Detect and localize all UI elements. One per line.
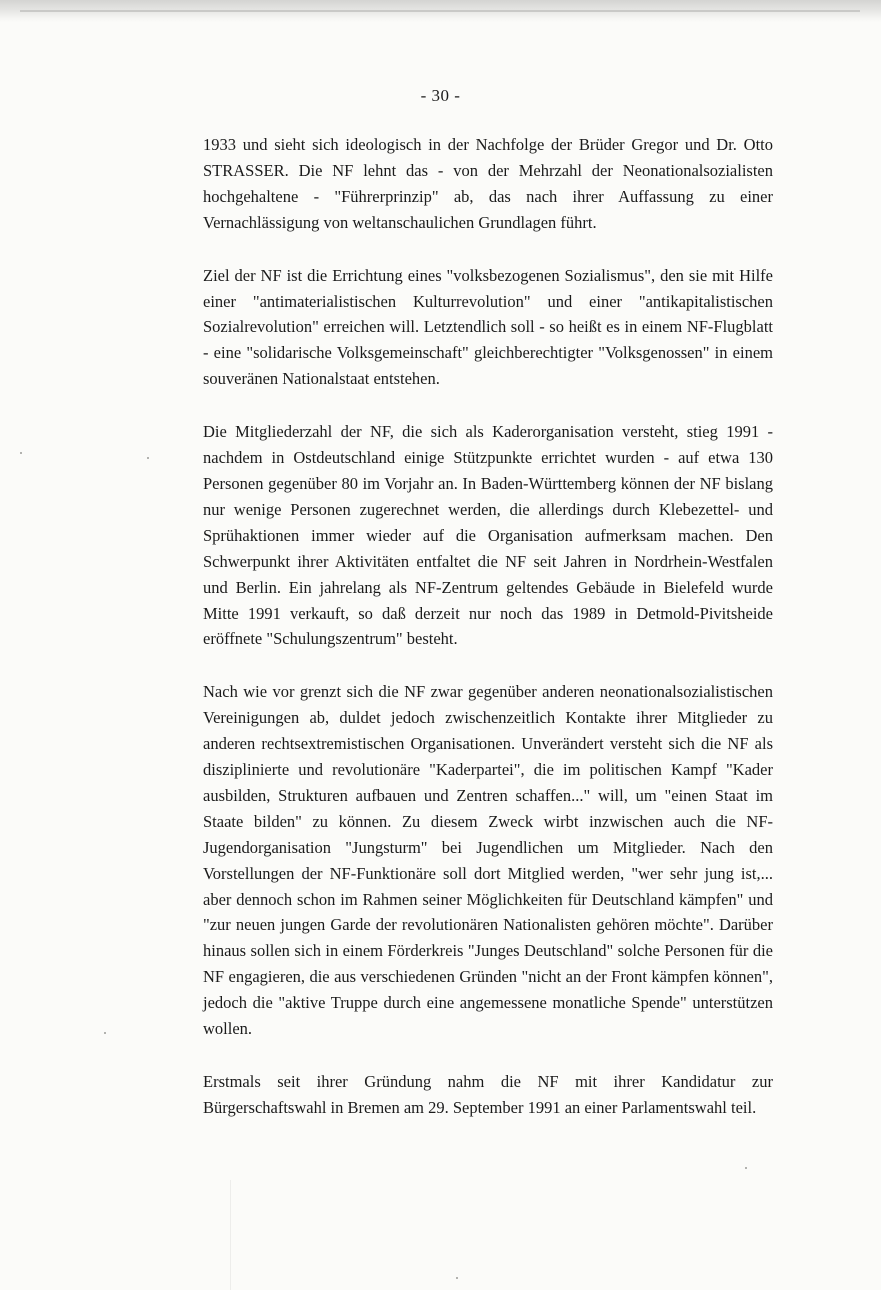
scan-speck <box>104 1032 106 1034</box>
page-number: - 30 - <box>420 86 461 105</box>
document-body <box>203 132 773 1148</box>
paragraph-cadre-party: Nach wie vor grenzt sich die NF zwar gegenüber anderen neonationalsozialistischen Vereinigungen ab, duldet jedoch zwischenzeitlich Kontakte ihrer Mitglieder zu anderen rechtsextremistischen Organisationen. Unverändert versteht sich die NF als disziplinierte und revolutionäre "Kaderpartei", die im politischen Kampf "Kader ausbilden, Strukturen aufbauen und Zentren schaffen..." will, um "einen Staat im Staate bilden" zu können. Zu diesem Zweck wirbt inzwischen auch die NF-Jugendorganisation "Jungsturm" bei Jugendlichen um Mitglieder. Nach den Vorstellungen der NF-Funktionäre soll dort Mitglied werden, "wer sehr jung ist,... aber dennoch schon im Rahmen seiner Möglichkeiten für Deutschland kämpfen" und "zur neuen jungen Garde der revolutionären Nationalisten gehören möchte". Darüber hinaus sollen sich in einem Förderkreis "Junges Deutschland" solche Personen für die NF engagieren, die aus verschiedenen Gründen "nicht an der Front kämpfen können", jedoch die "aktive Truppe durch eine angemessene monatliche Spende" unterstützen wollen. <box>203 682 773 1039</box>
scan-speck <box>147 457 149 459</box>
paragraph-continuation: 1933 und sieht sich ideologisch in der Nachfolge der Brüder Gregor und Dr. Otto STRASSER. Die NF lehnt das - von der Mehrzahl der Neonationalsozialisten hochgehaltene - "Führerprinzip" ab, das nach ihrer Auffassung zu einer Vernachlässigung von weltanschaulichen Grundlagen führt. <box>203 135 773 232</box>
paragraph-goal: Ziel der NF ist die Errichtung eines "volksbezogenen Sozialismus", den sie mit Hilfe einer "antimaterialistischen Kulturrevolution" und einer "antikapitalistischen Sozialrevolution" erreichen will. Letztendlich soll - so heißt es in einem NF-Flugblatt - eine "solidarische Volksgemeinschaft" gleichberechtigter "Volksgenossen" in einem souveränen Nationalstaat entstehen. <box>203 265 773 389</box>
paragraph-election: Erstmals seit ihrer Gründung nahm die NF mit ihrer Kandidatur zur Bürgerschaftswahl in Bremen am 29. September 1991 an einer Parlamentswahl teil. <box>203 1072 773 1117</box>
scan-fold-line <box>230 1180 231 1290</box>
scan-speck <box>20 452 22 454</box>
paragraph-membership: Die Mitgliederzahl der NF, die sich als Kaderorganisation versteht, stieg 1991 - nachdem in Ostdeutschland einige Stützpunkte errichtet wurden - auf etwa 130 Personen gegenüber 80 im Vorjahr an. In Baden-Württemberg können der NF bislang nur wenige Personen zugerechnet werden, die allerdings durch Klebezettel- und Sprühaktionen immer wieder auf die Organisation aufmerksam machen. Den Schwerpunkt ihrer Aktivitäten entfaltet die NF seit Jahren in Nordrhein-Westfalen und Berlin. Ein jahrelang als NF-Zentrum geltendes Gebäude in Bielefeld wurde Mitte 1991 verkauft, so daß derzeit nur noch das 1989 in Detmold-Pivitsheide eröffnete "Schulungszentrum" besteht. <box>203 422 773 649</box>
scan-speck <box>456 1277 458 1279</box>
scan-artifact-line <box>20 10 860 12</box>
scan-speck <box>745 1167 747 1169</box>
